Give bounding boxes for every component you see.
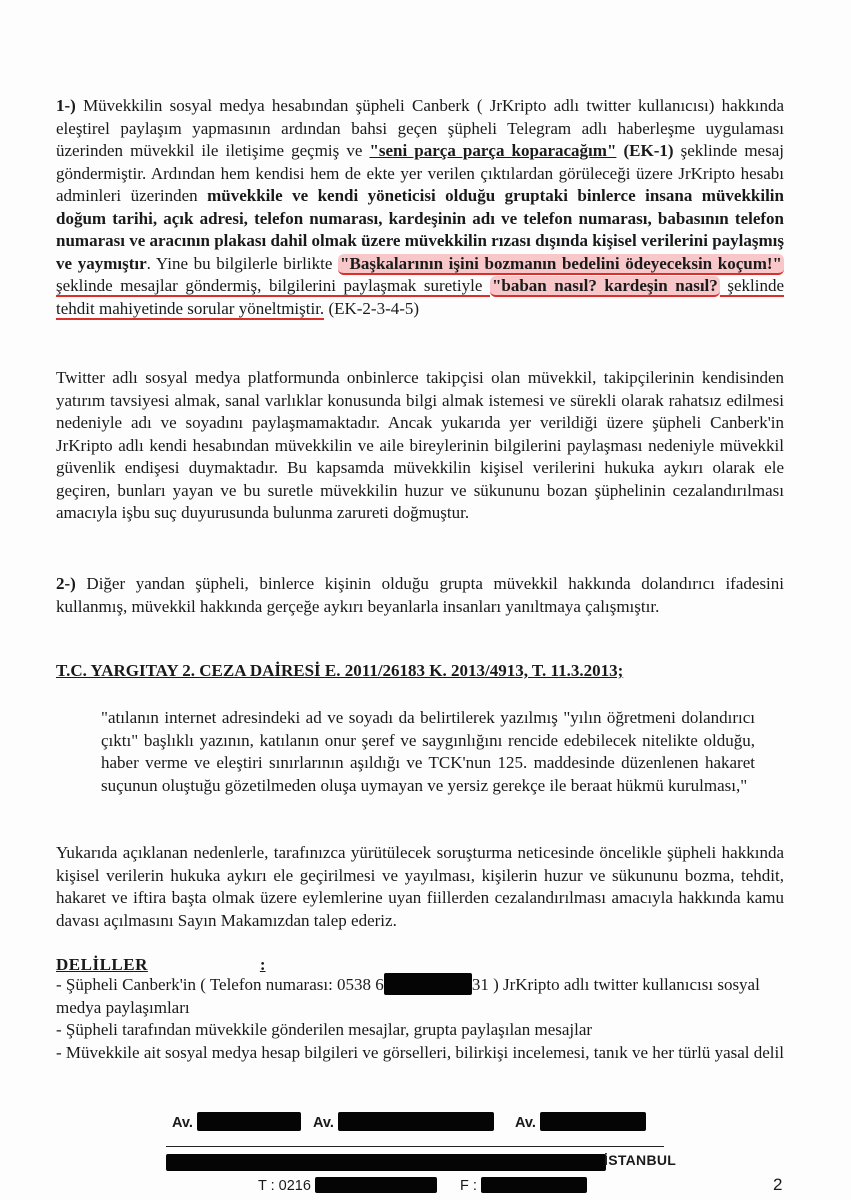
exhibit-ref-1: (EK-1) <box>616 141 674 160</box>
name-redaction-1 <box>197 1112 301 1131</box>
page-number: 2 <box>773 1175 783 1194</box>
exhibit-ref-2: (EK-2-3-4-5) <box>324 298 420 318</box>
footer-city: İSTANBUL <box>604 1152 677 1168</box>
fax-number-redaction <box>481 1177 587 1193</box>
section-1-text-a: Müvekkilin sosyal medya hesabından şüpheli Canberk ( JrKripto adlı twitter kullanıcısı) hakkında eleştirel paylaşım yapmasının ardından bahsi geçen şüpheli Telegram adlı haberleşme uygulaması üzerinden müvekkil ile iletişime geçmiş ve <box>56 96 784 160</box>
phone-redaction <box>384 973 472 995</box>
section-2-text: Twitter adlı sosyal medya platformunda onbinlerce takipçisi olan müvekkil, takipçilerinin kendisinden yatırım tavsiyesi almak, sanal varlıklar konusunda bilgi almak istemesi ve sürekli olarak rahatsız edilmesi nedeniyle adı ve soyadını paylaşmamaktadır. Ancak yukarıda yer verildiği üzere şüpheli Canberk'in JrKripto adlı kendi hesabından müvekkilin ve aile bireylerinin bilgilerini paylaşması nedeniyle müvekkil güvenlik endişesi duymaktadır. Bu kapsamda müvekkilin kişisel verilerini hukuka aykırı olarak ele geçiren, bunları yayan ve bu suretle müvekkilin huzur ve sükununu bozan şüphelinin cezalandırılması amacıyla işbu suç duyurusunda bulunma zarureti doğmuştur. <box>56 368 784 522</box>
threat-quote-3-highlighted: "baban nasıl? kardeşin nasıl? <box>491 276 718 295</box>
section-1-text-d: şeklinde mesajlar göndermiş, bilgilerini paylaşmak suretiyle <box>56 276 490 295</box>
signature-attorney-3: Av. <box>515 1112 646 1131</box>
threat-quote-2-highlighted: "Başkalarının işini bozmanın bedelini ödeyeceksin koçum!" <box>340 253 782 273</box>
evidence-title: DELİLLER <box>56 955 148 974</box>
evidence-item-2: - Şüpheli tarafından müvekkile gönderilen mesajlar, grupta paylaşılan mesajlar <box>56 1020 593 1039</box>
personal-data-statement: müvekkile ve kendi yöneticisi olduğu gruptaki binlerce insana müvekkilin doğum tarihi, açık adresi, telefon numarası, kardeşinin adı ve telefon numarası, babasının telefon numarası ve aracının plakası dahil olmak üzere müvekkilin rızası dışında kişisel verilerini paylaşmış ve yaymıştır <box>56 186 784 273</box>
section-1-text-b: şeklinde mesaj göndermiştir. Ardından hem kendisi hem de ekte yer verilen çıktılardan görüleceği üzere JrKripto hesabı adminleri üzerinden <box>56 141 784 205</box>
footer-phone: T : 0216 <box>258 1177 437 1194</box>
phone-number-redaction <box>315 1177 437 1193</box>
section-2-paragraph <box>56 367 784 525</box>
signature-attorney-1: Av. <box>172 1112 301 1131</box>
section-3-paragraph <box>56 573 784 618</box>
court-decision-quote: "atılanın internet adresindeki ad ve soyadı da belirtilerek yazılmış "yılın öğretmeni dolandırıcı çıktı" başlıklı yazının, katılanın onur şeref ve saygınlığını rencide edebilecek nitelikte olduğu, haber verme ve eleştiri sınırlarının aşıldığı ve TCK'nun 125. maddesinde düzenlenen hakaret suçunun oluştuğu gözetilmeden oluşa uymayan ve yersiz gerekçe ile beraat hükmü kurulması," <box>101 708 755 795</box>
section-1-text-e: şeklinde tehdit mahiyetinde sorular yöneltmiştir. <box>56 276 784 318</box>
evidence-item-1-post: 31 ) JrKripto adlı twitter kullanıcısı sosyal medya paylaşımları <box>56 975 760 1017</box>
signature-attorney-2: Av. <box>313 1112 494 1131</box>
footer-rule <box>166 1146 664 1147</box>
evidence-heading <box>56 955 266 975</box>
name-redaction-2 <box>338 1112 494 1131</box>
section-1-text-c: . Yine bu bilgilerle birlikte <box>146 253 339 273</box>
section-1-number: 1-) <box>56 96 76 115</box>
section-3-number: 2-) <box>56 574 76 593</box>
evidence-item-3: - Müvekkile ait sosyal medya hesap bilgileri ve görselleri, bilirkişi incelemesi, tanık ve her türlü yasal delil <box>56 1042 784 1062</box>
address-redaction <box>166 1154 606 1171</box>
threat-quote-1: "seni parça parça koparacağım" <box>369 141 617 160</box>
request-text: Yukarıda açıklanan nedenlerle, tarafınızca yürütülecek soruşturma neticesinde öncelikle şüpheli hakkında kişisel verilerin hukuka aykırı ele geçirilmesi ve yayılması, kişilerin huzur ve sükununu bozma, tehdit, hakaret ve iftira başta olmak üzere eylemlerine uyan fiillerden cezalandırılması amacıyla hakkında kamu davası açılmasını Sayın Makamızdan talep ederiz. <box>56 843 784 930</box>
evidence-colon: : <box>259 955 266 974</box>
section-3-text: Diğer yandan şüpheli, binlerce kişinin olduğu grupta müvekkil hakkında dolandırıcı ifadesini kullanmış, müvekkil hakkında gerçeğe aykırı beyanlarla insanları yanıltmaya çalışmıştır. <box>56 574 784 616</box>
footer-fax: F : <box>460 1177 587 1194</box>
evidence-list <box>56 973 784 1064</box>
footer-address <box>166 1150 677 1170</box>
name-redaction-3 <box>540 1112 646 1131</box>
evidence-item-1-pre: - Şüpheli Canberk'in ( Telefon numarası: 0538 6 <box>56 975 384 994</box>
request-paragraph <box>56 842 784 932</box>
section-1-paragraph <box>56 95 784 320</box>
court-decision-heading: T.C. YARGITAY 2. CEZA DAİRESİ E. 2011/26183 K. 2013/4913, T. 11.3.2013; <box>56 661 624 680</box>
evidence-item-1 <box>56 973 784 1019</box>
